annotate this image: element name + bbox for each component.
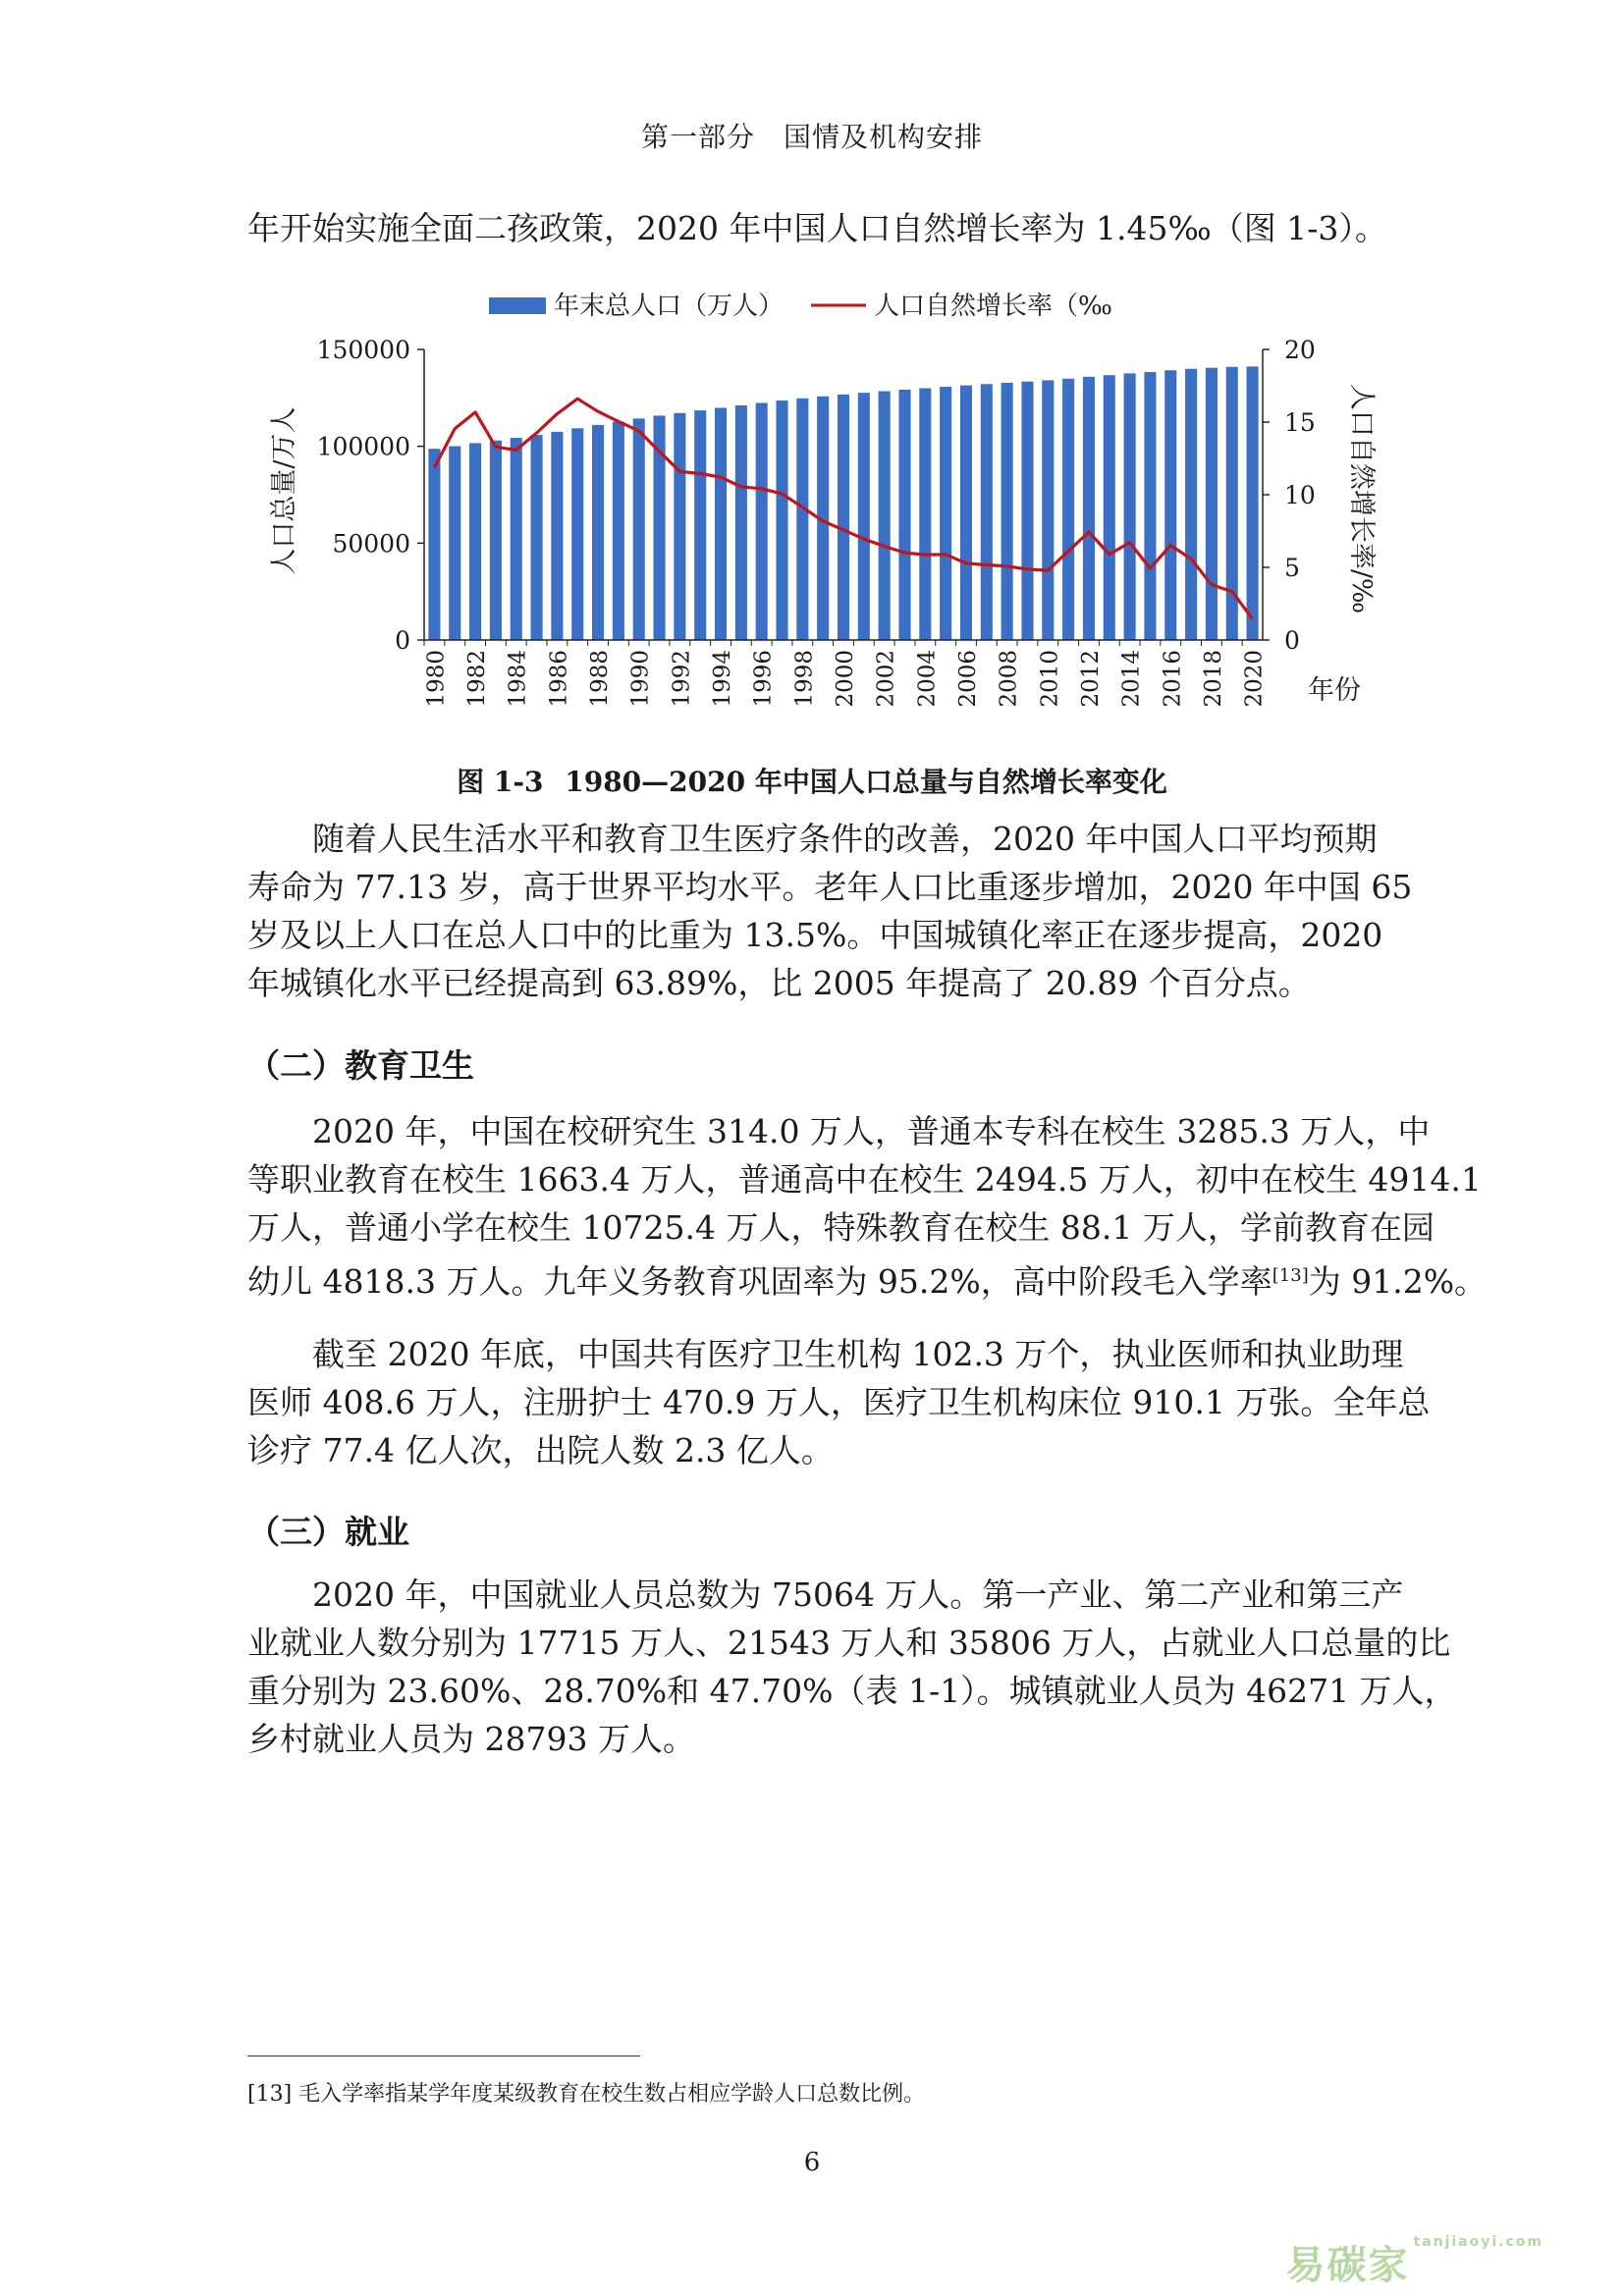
bar-population: [428, 449, 440, 640]
bar-population: [633, 418, 645, 640]
text-line: 2020 年，中国在校研究生 314.0 万人，普通本专科在校生 3285.3 万人，中: [312, 1112, 1431, 1150]
text-line: 医师 408.6 万人，注册护士 470.9 万人，医疗卫生机构床位 910.1 万张。全年总: [247, 1383, 1431, 1421]
y-tick-label-right: 20: [1284, 336, 1316, 364]
text-line: 幼儿 4818.3 万人。九年义务教育巩固率为 95.2%，高中阶段毛入学率[13]为 91.2%。: [247, 1262, 1488, 1301]
text-line: 诊疗 77.4 亿人次，出院人数 2.3 亿人。: [247, 1431, 834, 1469]
bar-population: [1083, 377, 1095, 640]
y-axis-title-right: 人口自然增长率/‰: [1346, 383, 1377, 614]
section-heading-employment: （三）就业: [247, 1513, 409, 1551]
bar-population: [735, 405, 747, 640]
legend-label-growth: 人口自然增长率（‰: [874, 292, 1112, 321]
bar-population: [449, 447, 460, 640]
y-tick-label-right: 0: [1284, 626, 1300, 655]
x-tick-label: 1984: [505, 650, 531, 708]
figure-caption: [0, 761, 1624, 800]
text-line: 随着人民生活水平和教育卫生医疗条件的改善，2020 年中国人口平均预期: [312, 820, 1378, 858]
paragraph-health: [247, 1330, 1431, 1474]
figure-title: 1980—2020 年中国人口总量与自然增长率变化: [565, 766, 1167, 798]
bar-population: [490, 441, 502, 640]
x-tick-label: 2004: [914, 650, 941, 708]
x-tick-label: 1998: [791, 650, 818, 708]
text-line: 万人，普通小学在校生 10725.4 万人，特殊教育在校生 88.1 万人，学前教育在园: [247, 1208, 1435, 1247]
bar-population: [1185, 369, 1197, 640]
bar-population: [796, 399, 808, 640]
paragraph-education: [247, 1107, 1488, 1306]
text-line: 截至 2020 年底，中国共有医疗卫生机构 102.3 万个，执业医师和执业助理: [312, 1335, 1404, 1373]
bar-population: [981, 384, 993, 640]
x-tick-label: 2002: [873, 650, 899, 708]
bar-population: [776, 400, 787, 640]
text-line: 2020 年，中国就业人员总数为 75064 万人。第一产业、第二产业和第三产: [312, 1575, 1404, 1614]
bar-population: [1124, 373, 1136, 640]
y-tick-label-left: 0: [395, 626, 410, 655]
bar-population: [898, 390, 910, 640]
footnote-ref[interactable]: [13]: [1272, 1265, 1309, 1286]
x-tick-label: 1982: [464, 650, 491, 708]
bar-population: [1001, 383, 1013, 640]
running-header: 第一部分 国情及机构安排: [640, 121, 983, 153]
page-number: 6: [803, 2148, 821, 2177]
text-line: 寿命为 77.13 岁，高于世界平均水平。老年人口比重逐步增加，2020 年中国 65: [247, 868, 1413, 906]
y-tick-label-right: 10: [1284, 481, 1316, 509]
x-tick-label: 2018: [1200, 650, 1226, 708]
bar-population: [1164, 370, 1176, 640]
x-tick-label: 2008: [996, 650, 1022, 708]
text-line: 等职业教育在校生 1663.4 万人，普通高中在校生 2494.5 万人，初中在校生 4914.1: [247, 1160, 1482, 1199]
x-tick-label: 1988: [587, 650, 614, 708]
text-line: 乡村就业人员为 28793 万人。: [247, 1720, 695, 1758]
legend-label-population: 年末总人口（万人）: [554, 292, 785, 321]
bar-population: [1104, 375, 1115, 640]
legend-swatch-population: [489, 297, 546, 314]
x-tick-label: 2012: [1077, 650, 1104, 708]
bar-population: [1144, 372, 1156, 640]
bar-population: [551, 432, 563, 640]
x-tick-label: 1980: [423, 650, 450, 708]
text-line: 业就业人数分别为 17715 万人、21543 万人和 35806 万人，占就业人口总量的比: [247, 1624, 1451, 1662]
text-line: 重分别为 23.60%、28.70%和 47.70%（表 1-1）。城镇就业人员为 46271 万人，: [247, 1672, 1457, 1710]
text-line: 年城镇化水平已经提高到 63.89%，比 2005 年提高了 20.89 个百分点。: [247, 964, 1311, 1002]
bar-population: [1247, 366, 1259, 640]
bar-population: [613, 422, 624, 640]
paragraph-employment: [247, 1571, 1457, 1763]
bar-population: [511, 438, 522, 640]
bar-population: [858, 393, 870, 640]
x-tick-label: 2016: [1160, 650, 1186, 708]
bar-population: [469, 443, 481, 640]
bar-population: [879, 392, 891, 640]
intro-paragraph: 年开始实施全面二孩政策，2020 年中国人口自然增长率为 1.45‰（图 1-3）。: [247, 209, 1387, 247]
bar-population: [674, 413, 685, 640]
watermark-logo: 易碳家$^{tanjiaoyi.com}$: [1285, 2234, 1543, 2288]
bar-population: [1206, 368, 1218, 640]
x-tick-label: 1992: [669, 650, 695, 708]
section-heading-education: （二）教育卫生: [247, 1046, 474, 1085]
bar-population: [571, 428, 583, 640]
bar-population: [694, 410, 706, 640]
footnote: [13] 毛入学率指某学年度某级教育在校生数占相应学龄人口总数比例。: [247, 2082, 926, 2107]
x-tick-label: 2006: [954, 650, 981, 708]
bar-population: [715, 407, 727, 640]
y-tick-label-left: 100000: [316, 432, 410, 461]
bar-population: [531, 435, 543, 640]
x-tick-label: 2020: [1241, 650, 1268, 708]
bar-population: [1021, 382, 1033, 640]
x-axis-title: 年份: [1308, 675, 1361, 706]
paragraph-population: [247, 815, 1413, 1007]
x-tick-label: 2000: [833, 650, 858, 708]
x-tick-label: 2010: [1037, 650, 1063, 708]
text-line: 岁及以上人口在总人口中的比重为 13.5%。中国城镇化率正在逐步提高，2020: [247, 916, 1383, 954]
bar-population: [1062, 379, 1074, 640]
y-tick-label-right: 5: [1284, 554, 1300, 582]
y-tick-label-right: 15: [1284, 408, 1316, 437]
bar-population: [838, 395, 849, 640]
bar-population: [919, 388, 931, 640]
y-tick-label-left: 50000: [332, 529, 410, 559]
y-axis-title-left: 人口总量/万人: [269, 406, 299, 575]
x-tick-label: 1986: [546, 650, 572, 708]
x-tick-label: 1996: [750, 650, 777, 708]
bar-population: [592, 425, 604, 640]
bar-population: [1042, 380, 1054, 640]
bar-population: [756, 402, 768, 640]
y-tick-label-left: 150000: [316, 336, 410, 364]
x-tick-label: 2014: [1118, 650, 1145, 708]
bar-population: [960, 386, 972, 640]
x-tick-label: 1990: [627, 650, 654, 708]
bar-population: [940, 387, 951, 640]
population-chart: [0, 275, 1624, 785]
x-tick-label: 1994: [710, 650, 736, 708]
figure-label: 图 1-3: [457, 766, 544, 798]
